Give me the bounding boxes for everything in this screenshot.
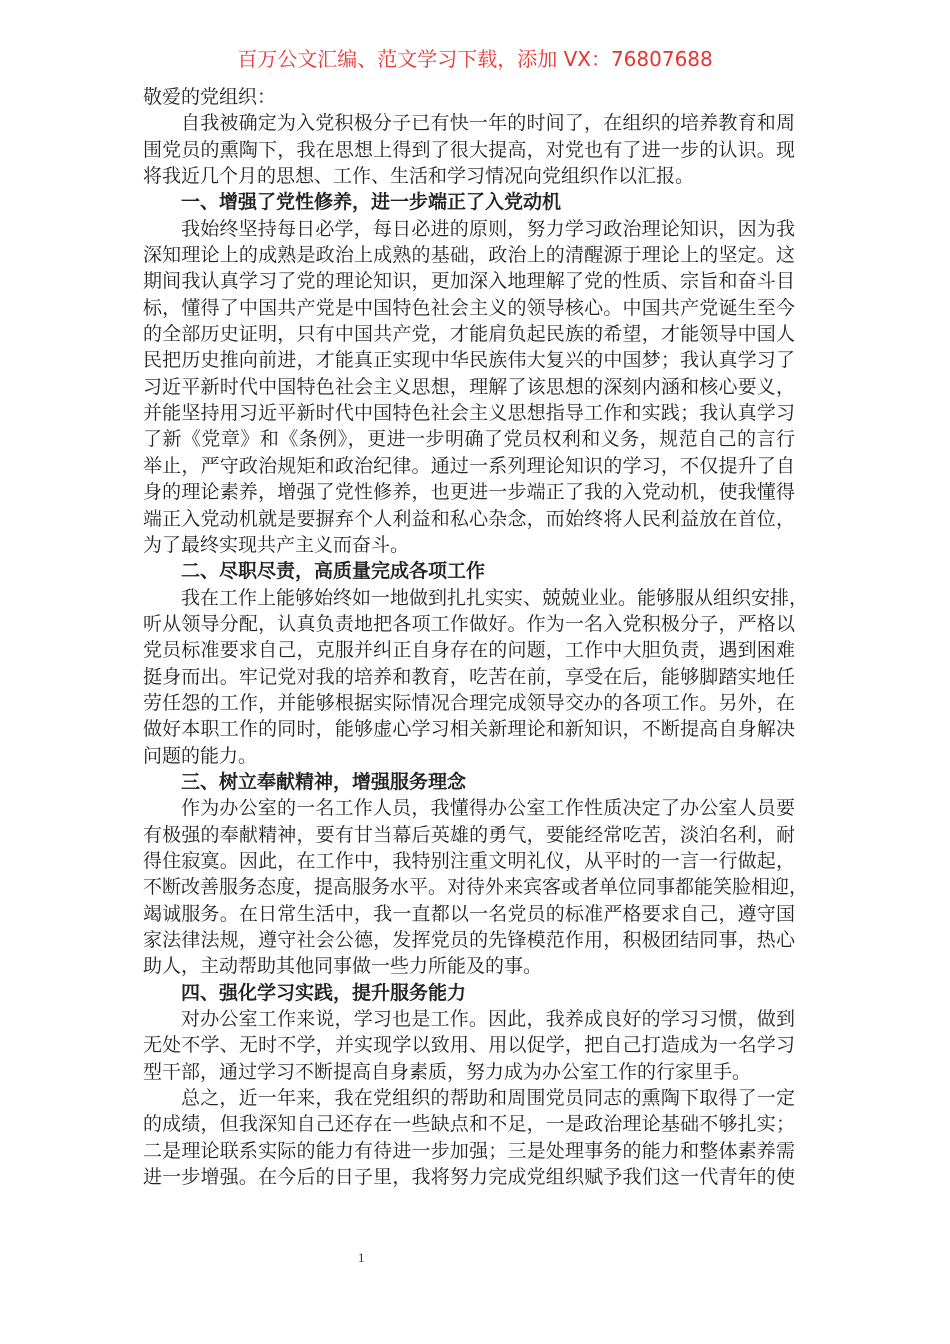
text-line: 无处不学、无时不学，并实现学以致用、用以促学，把自己打造成为一名学习: [143, 1034, 795, 1057]
section-heading: 一、增强了党性修养，进一步端正了入党动机: [181, 191, 562, 214]
text-line: 总之，近一年来，我在党组织的帮助和周围党员同志的熏陶下取得了一定: [181, 1087, 795, 1110]
text-line: 我始终坚持每日必学，每日必进的原则，努力学习政治理论知识，因为我: [181, 217, 795, 240]
text-line: 竭诚服务。在日常生活中，我一直都以一名党员的标准严格要求自己，遵守国: [143, 902, 795, 925]
text-line: 对办公室工作来说，学习也是工作。因此，我养成良好的学习习惯，做到: [181, 1008, 795, 1031]
text-line: 将我近几个月的思想、工作、生活和学习情况向党组织作以汇报。: [143, 165, 695, 188]
text-line: 并能坚持用习近平新时代中国特色社会主义思想指导工作和实践；我认真学习: [143, 402, 795, 425]
text-line: 身的理论素养，增强了党性修养，也更进一步端正了我的入党动机，使我懂得: [143, 481, 795, 504]
text-line: 为了最终实现共产主义而奋斗。: [143, 533, 410, 556]
text-line: 端正入党动机就是要摒弃个人利益和私心杂念，而始终将人民利益放在首位，: [143, 507, 795, 530]
text-line: 了新《党章》和《条例》，更进一步明确了党员权利和义务，规范自己的言行: [143, 428, 795, 451]
text-line: 作为办公室的一名工作人员，我懂得办公室工作性质决定了办公室人员要: [181, 797, 795, 820]
text-line: 围党员的熏陶下，我在思想上得到了很大提高，对党也有了进一步的认识。现: [143, 138, 795, 161]
text-line: 听从领导分配，认真负责地把各项工作做好。作为一名入党积极分子，严格以: [143, 612, 795, 635]
text-line: 党员标准要求自己，克服并纠正自身存在的问题，工作中大胆负责，遇到困难: [143, 639, 795, 662]
text-line: 的全部历史证明，只有中国共产党，才能肩负起民族的希望，才能领导中国人: [143, 323, 795, 346]
text-line: 得住寂寞。因此，在工作中，我特别注重文明礼仪，从平时的一言一行做起，: [143, 849, 795, 872]
text-line: 挺身而出。牢记党对我的培养和教育，吃苦在前，享受在后，能够脚踏实地任: [143, 665, 795, 688]
text-line: 自我被确定为入党积极分子已有快一年的时间了，在组织的培养教育和周: [181, 112, 795, 135]
text-line: 民把历史推向前进，才能真正实现中华民族伟大复兴的中国梦；我认真学习了: [143, 349, 795, 372]
text-line: 习近平新时代中国特色社会主义思想，理解了该思想的深刻内涵和核心要义，: [143, 375, 795, 398]
text-line: 做好本职工作的同时，能够虚心学习相关新理论和新知识，不断提高自身解决: [143, 718, 795, 741]
document-body: [143, 84, 809, 1190]
text-line: 进一步增强。在今后的日子里，我将努力完成党组织赋予我们这一代青年的使: [143, 1166, 795, 1189]
text-line: 的成绩，但我深知自己还存在一些缺点和不足，一是政治理论基础不够扎实；: [143, 1113, 795, 1136]
text-line: 问题的能力。: [143, 744, 258, 767]
text-line: 标，懂得了中国共产党是中国特色社会主义的领导核心。中国共产党诞生至今: [143, 296, 795, 319]
section-heading: 四、强化学习实践，提升服务能力: [181, 981, 467, 1004]
text-line: 劳任怨的工作，并能够根据实际情况合理完成领导交办的各项工作。另外，在: [143, 691, 795, 714]
text-line: 我在工作上能够始终如一地做到扎扎实实、兢兢业业。能够服从组织安排，: [181, 586, 809, 609]
text-line: 家法律法规，遵守社会公德，发挥党员的先锋模范作用，积极团结同事，热心: [143, 929, 795, 951]
text-line: 二是理论联系实际的能力有待进一步加强；三是处理事务的能力和整体素养需: [143, 1139, 795, 1162]
text-line: 举止，严守政治规矩和政治纪律。通过一系列理论知识的学习，不仅提升了自: [143, 454, 795, 477]
section-heading: 二、尽职尽责，高质量完成各项工作: [181, 560, 486, 583]
text-line: 助人，主动帮助其他同事做一些力所能及的事。: [143, 955, 543, 978]
text-line: 期间我认真学习了党的理论知识，更加深入地理解了党的性质、宗旨和奋斗目: [143, 270, 795, 293]
text-line: 深知理论上的成熟是政治上成熟的基础，政治上的清醒源于理论上的坚定。这: [143, 244, 795, 267]
text-line: 型干部，通过学习不断提高自身素质，努力成为办公室工作的行家里手。: [143, 1060, 752, 1083]
text-line: 不断改善服务态度，提高服务水平。对待外来宾客或者单位同事都能笑脸相迎，: [143, 876, 809, 899]
salutation: 敬爱的党组织：: [143, 86, 277, 108]
text-line: 有极强的奉献精神，要有甘当幕后英雄的勇气，要能经常吃苦，淡泊名利，耐: [143, 823, 795, 846]
watermark-header: 百万公文汇编、范文学习下载，添加 VX：76807688: [237, 47, 713, 71]
section-heading: 三、树立奉献精神，增强服务理念: [181, 770, 467, 793]
page-number: 1: [358, 1250, 365, 1265]
